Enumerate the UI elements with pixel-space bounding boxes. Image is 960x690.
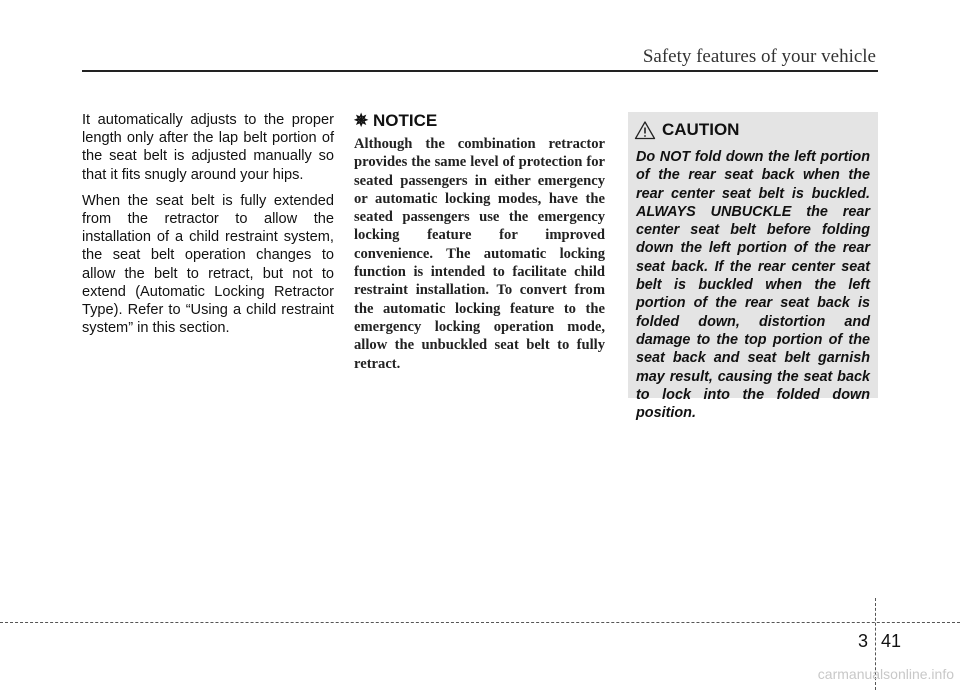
page-header-title: Safety features of your vehicle: [642, 46, 876, 67]
caution-header: [634, 120, 739, 140]
caution-title: CAUTION: [662, 120, 740, 139]
caution-body: Do NOT fold down the left portion of the rear seat back when the rear center seat belt is buckled. ALWAYS UNBUCKLE the rear center seat belt before folding down the left portion of the rear seat back. If the rear center seat belt is buckled when the left portion of the rear seat back is folded down, distortion and damage to the top portion of the seat back and seat belt garnish may result, causing the seat back to lock into the folded down position.: [636, 149, 870, 422]
left-column: [82, 111, 334, 345]
page-number: 41: [881, 631, 902, 651]
notice-section: [354, 111, 605, 373]
notice-title: ✵ NOTICE: [354, 111, 438, 130]
watermark-text: carmanualsonline.info: [817, 666, 954, 682]
left-paragraph-2: When the seat belt is fully extended from the retractor to allow the installation of a child restraint system, the seat belt operation changes to allow the belt to retract, but not to extend (Automatic Locking Retractor Type). Refer to “Using a child restraint system” in this section.: [82, 192, 334, 337]
left-paragraph-1: It automatically adjusts to the proper length only after the lap belt portion of the seat belt is adjusted manually so that it fits snugly around your hips.: [82, 112, 334, 183]
chapter-number: 3: [858, 631, 869, 651]
warning-triangle-icon: [634, 120, 656, 140]
footer-divider: [0, 622, 960, 623]
notice-body: Although the combination retractor provides the same level of protection for seated passengers in either emergency or automatic locking modes, have the seated passengers use the emergency locking feature for improved convenience. The automatic locking function is intended to facilitate child restraint installation. To convert from the automatic locking feature to the emergency locking operation mode, allow the unbuckled seat belt to fully retract.: [354, 136, 605, 372]
caution-box: [628, 112, 878, 422]
header-divider: [82, 70, 878, 72]
